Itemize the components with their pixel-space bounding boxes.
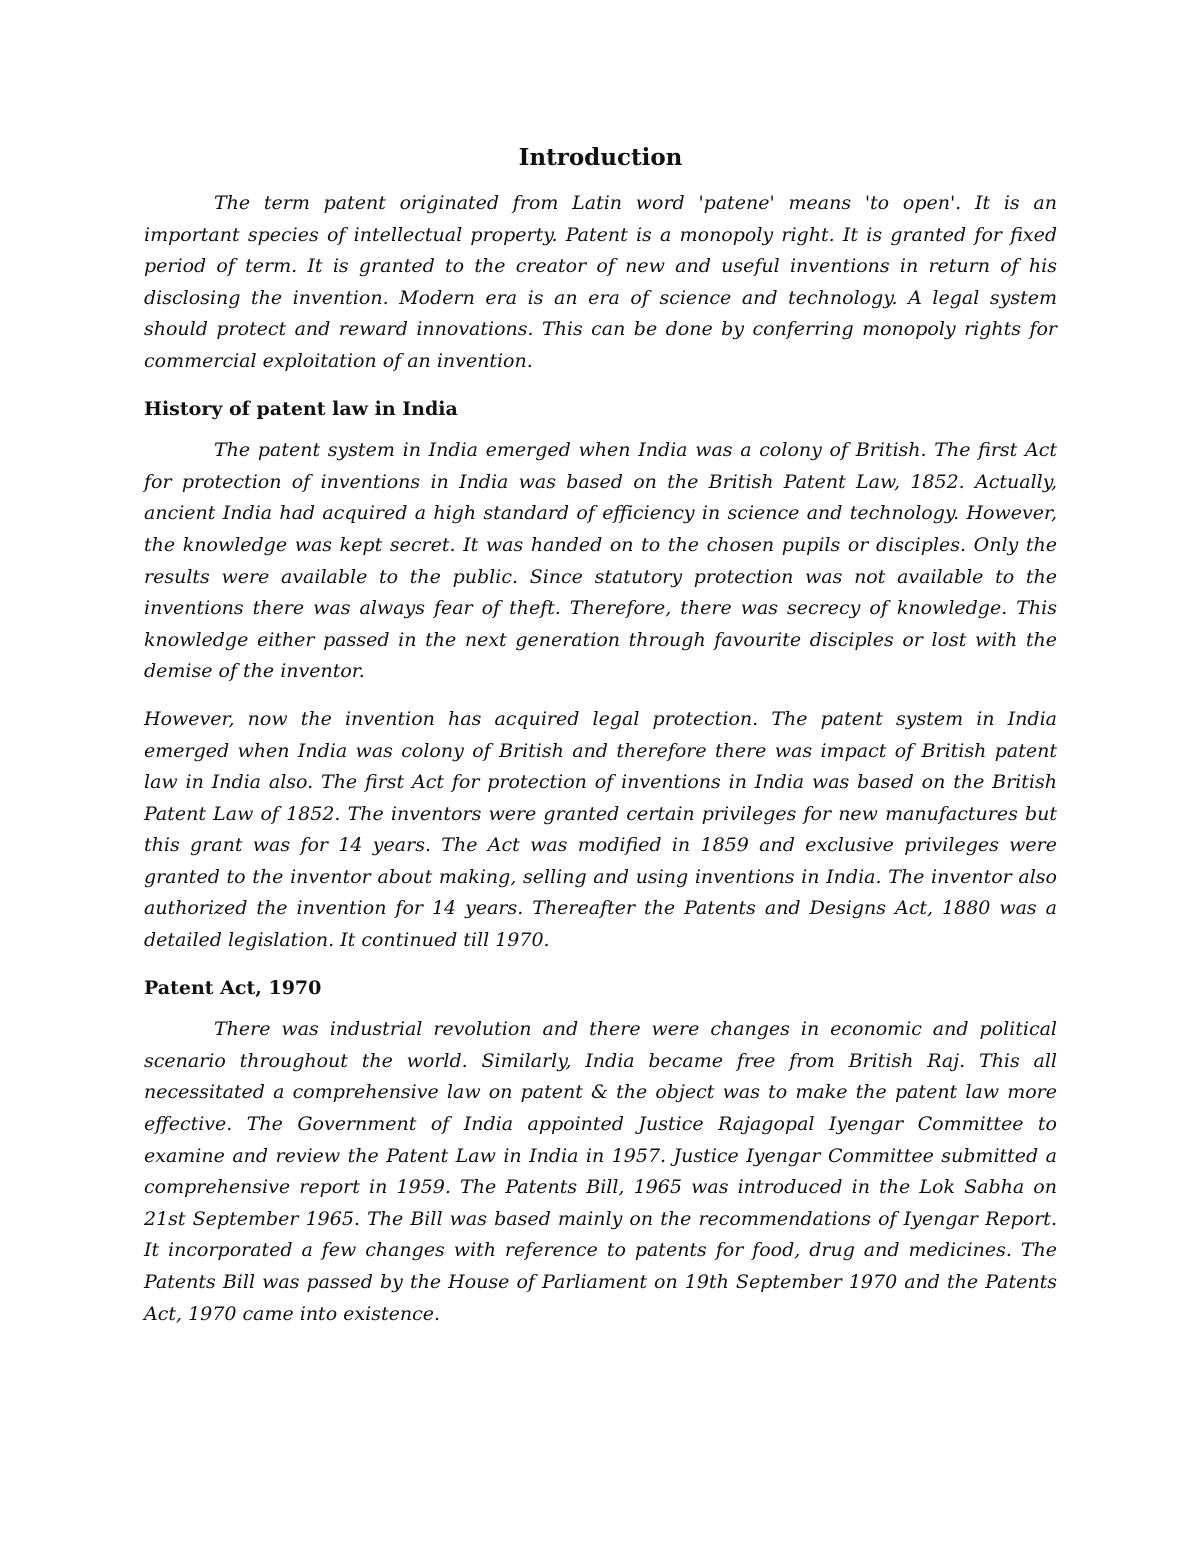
history-paragraph-2: However, now the invention has acquired legal protection. The patent system in India emerged when India was colony of British and therefore there was impact of British patent law in India also. The first Act for protection of inventions in India was based on the British Patent Law of 1852. The inventors were granted certain privileges for new manufactures but this grant was for 14 years. The Act was modified in 1859 and exclusive privileges were granted to the inventor about making, selling and using inventions in India. The inventor also authorized the invention for 14 years. Thereafter the Patents and Designs Act, 1880 was a detailed legislation. It continued till 1970.	[144, 707, 1057, 952]
history-paragraph-1: The patent system in India emerged when India was a colony of British. The first Act for protection of inventions in India was based on the British Patent Law, 1852. Actually, ancient India had acquired a high standard of efficiency in science and technology. However, the knowledge was kept secret. It was handed on to the chosen pupils or disciples. Only the results were available to the public. Since statutory protection was not available to the inventions there was always fear of theft. Therefore, there was secrecy of knowledge. This knowledge either passed in the next generation through favourite disciples or lost with the demise of the inventor.	[144, 439, 1057, 683]
section-heading-history: History of patent law in India	[144, 397, 458, 420]
patent-act-paragraph: There was industrial revolution and there were changes in economic and political scenario throughout the world. Similarly, India became free from British Raj. This all necessitated a comprehensive law on patent & the object was to make the patent law more effective. The Government of India appointed Justice Rajagopal Iyengar Committee to examine and review the Patent Law in India in 1957. Justice Iyengar Committee submitted a comprehensive report in 1959. The Patents Bill, 1965 was introduced in the Lok Sabha on 21st September 1965. The Bill was based mainly on the recommendations of Iyengar Report. It incorporated a few changes with reference to patents for food, drug and medicines. The Patents Bill was passed by the House of Parliament on 19th September 1970 and the Patents Act, 1970 came into existence.	[144, 1018, 1057, 1325]
document-page	[144, 140, 1057, 1346]
intro-paragraph: The term patent originated from Latin word 'patene' means 'to open'. It is an important species of intellectual property. Patent is a monopoly right. It is granted for fixed period of term. It is granted to the creator of new and useful inventions in return of his disclosing the invention. Modern era is an era of science and technology. A legal system should protect and reward innovations. This can be done by conferring monopoly rights for commercial exploitation of an invention.	[144, 192, 1057, 372]
section-heading-patent-act: Patent Act, 1970	[144, 976, 322, 999]
page-title: Introduction	[518, 144, 683, 171]
